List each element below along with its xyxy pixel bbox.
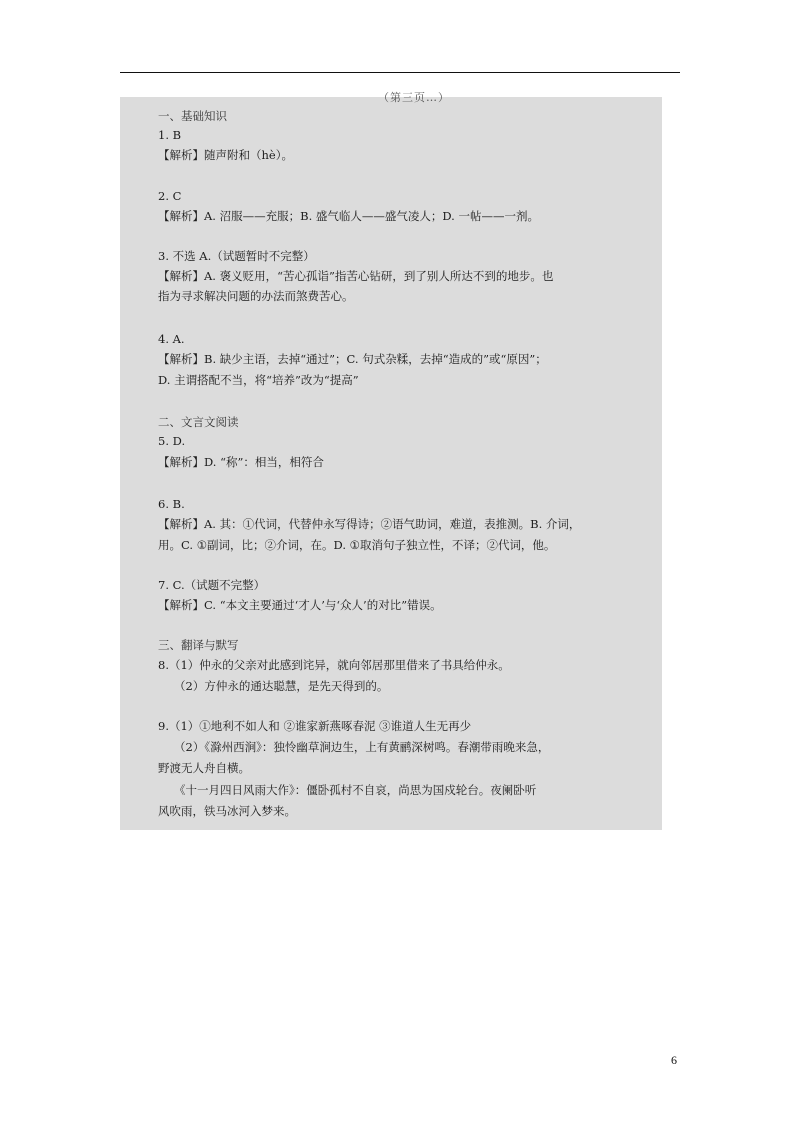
q9-part2-line4: 风吹雨，铁马冰河入梦来。 — [158, 804, 296, 818]
q4-explain-2: D. 主谓搭配不当，将“培养”改为“提高” — [158, 373, 359, 387]
q8-part1: 8.（1）仲永的父亲对此感到诧异，就向邻居那里借来了书具给仲永。 — [158, 658, 510, 672]
q1-explain: 【解析】随声附和（hè）。 — [158, 148, 293, 162]
q3-explain-1: 【解析】A. 褒义贬用，“苦心孤诣”指苦心钻研，到了别人所达不到的地步。也 — [158, 269, 554, 283]
section-translation-recitation: 三、翻译与默写 — [158, 638, 239, 652]
cut-off-header: （第三页…） — [378, 91, 450, 104]
q4-explain-1: 【解析】B. 缺少主语，去掉“通过”；C. 句式杂糅，去掉“造成的”或“原因”； — [158, 352, 547, 366]
q9-part1: 9.（1）①地利不如人和 ②谁家新燕啄春泥 ③谁道人生无再少 — [158, 719, 472, 733]
q7-answer: 7. C.（试题不完整） — [158, 578, 266, 592]
q6-explain-1: 【解析】A. 其：①代词，代替仲永写得诗；②语气助词，难道，表推测。B. 介词， — [158, 517, 581, 531]
q1-answer: 1. B — [158, 128, 182, 142]
q2-answer: 2. C — [158, 189, 182, 203]
q9-part2-line1: （2）《滁州西涧》：独怜幽草涧边生，上有黄鹂深树鸣。春潮带雨晚来急， — [174, 740, 550, 754]
q5-explain: 【解析】D. “称”：相当，相符合 — [158, 455, 324, 469]
scanned-answer-sheet — [120, 91, 662, 830]
q8-part2: （2）方仲永的通达聪慧，是先天得到的。 — [174, 679, 389, 693]
section-basic-knowledge: 一、基础知识 — [158, 109, 227, 123]
q6-explain-2: 用。C. ①副词，比；②介词，在。D. ①取消句子独立性，不译；②代词，他。 — [158, 538, 556, 552]
q7-explain: 【解析】C. “本文主要通过‘才人’与‘众人’的对比”错误。 — [158, 598, 442, 612]
q5-answer: 5. D. — [158, 434, 186, 448]
page-number: 6 — [671, 1053, 677, 1067]
q9-part2-line2: 野渡无人舟自横。 — [158, 761, 250, 775]
q3-explain-2: 指为寻求解决问题的办法而煞费苦心。 — [158, 289, 354, 303]
q6-answer: 6. B. — [158, 497, 185, 511]
section-classical-reading: 二、文言文阅读 — [158, 415, 239, 429]
header-rule — [120, 72, 680, 73]
q2-explain: 【解析】A. 沼服——充服；B. 盛气临人——盛气凌人；D. 一帖——一剂。 — [158, 209, 539, 223]
q4-answer: 4. A. — [158, 332, 185, 346]
q3-answer: 3. 不选 A.（试题暂时不完整） — [158, 249, 315, 263]
q9-part2-line3: 《十一月四日风雨大作》：僵卧孤村不自哀，尚思为国戍轮台。夜阑卧听 — [174, 783, 537, 797]
